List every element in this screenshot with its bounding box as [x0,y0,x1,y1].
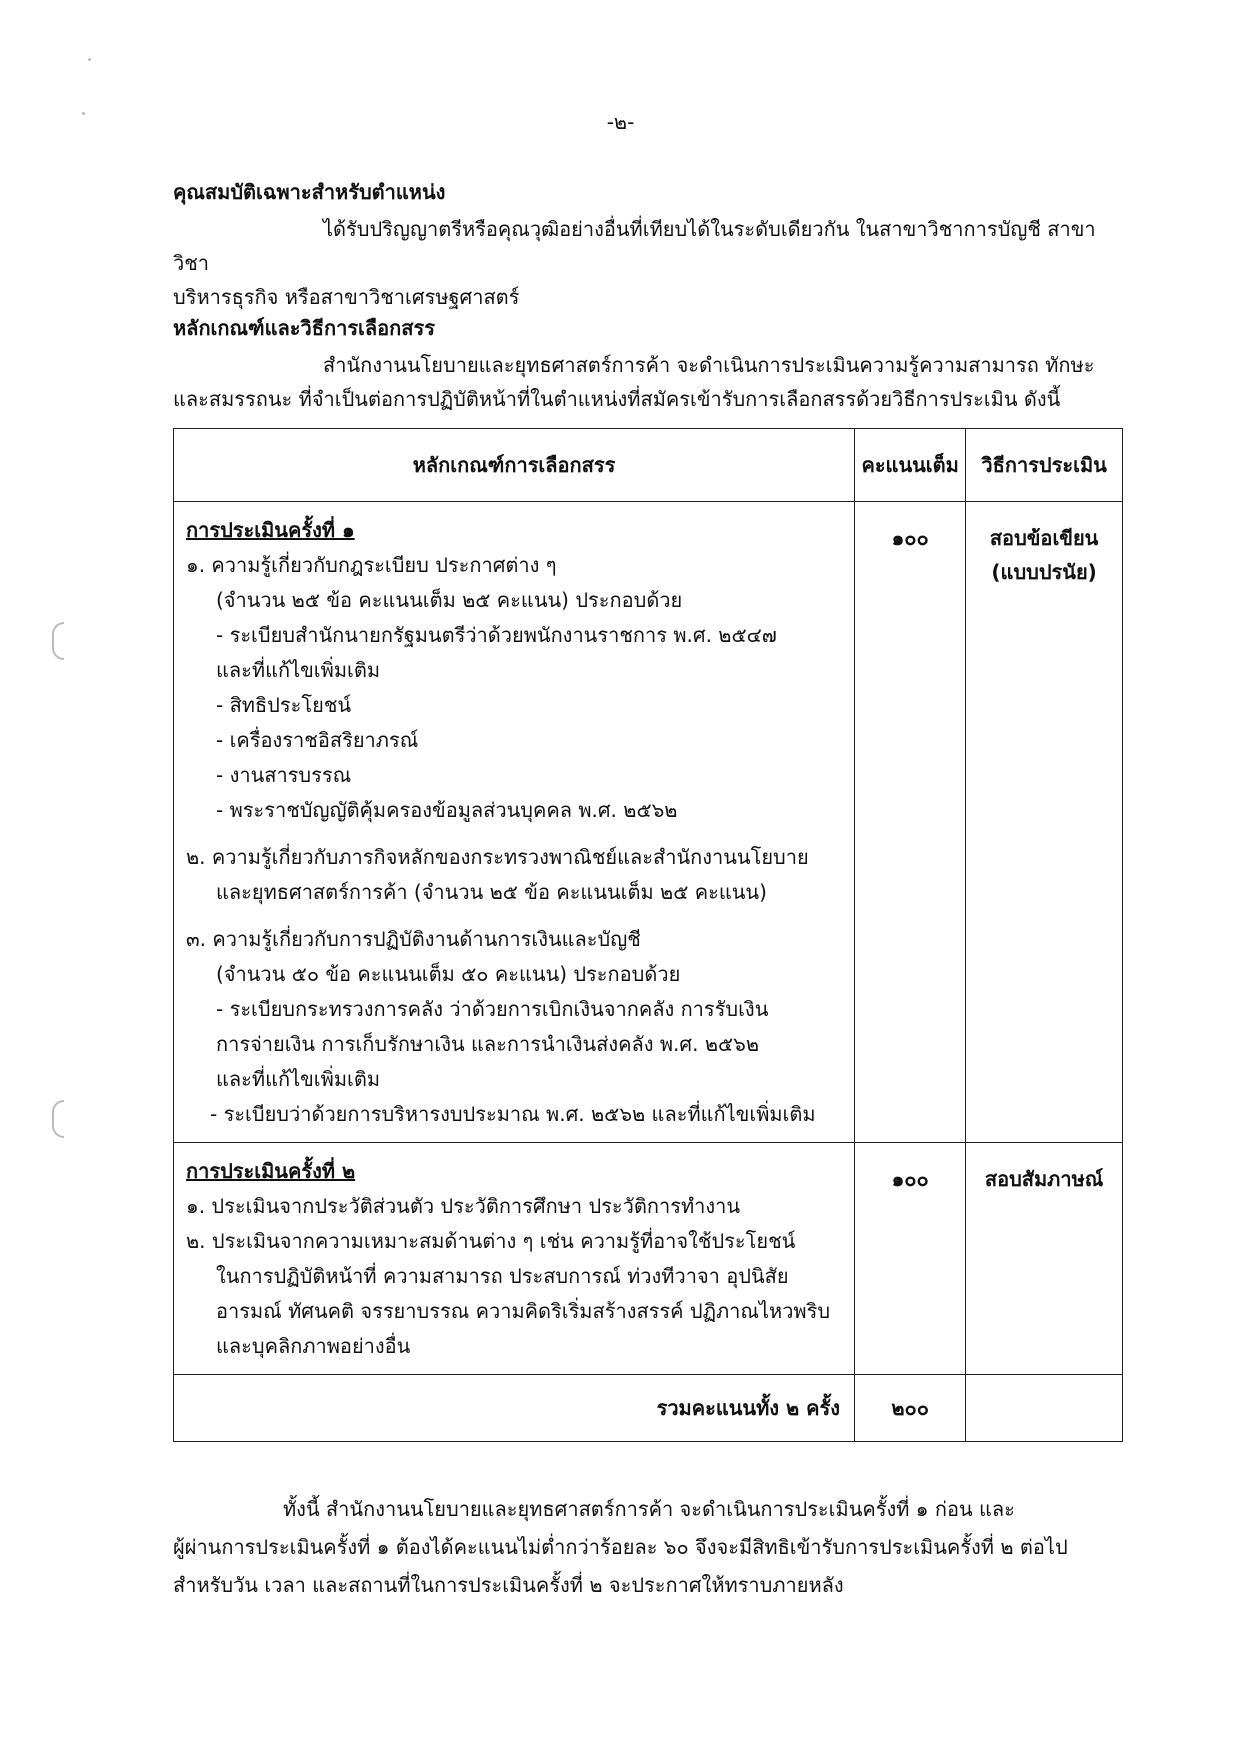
round1-item2-line1: ๒. ความรู้เกี่ยวกับภารกิจหลักของกระทรวงพาณิชย์และสำนักงานนโยบาย [186,845,809,869]
header-score: คะแนนเต็ม [855,429,966,502]
qualifications-heading: คุณสมบัติเฉพาะสำหรับตำแหน่ง [173,180,446,204]
round1-item1-bullet3: - เครื่องราชอิสริยาภรณ์ [216,728,419,752]
round1-item3-bullet1-line1: - ระเบียบกระทรวงการคลัง ว่าด้วยการเบิกเงินจากคลัง การรับเงิน [216,997,769,1021]
round1-item1-bullet1-line2: และที่แก้ไขเพิ่มเติม [216,658,381,682]
criteria-heading: หลักเกณฑ์และวิธีการเลือกสรร [173,316,435,340]
round2-score-cell [855,1143,966,1375]
round2-item2-line3: อารมณ์ ทัศนคติ จรรยาบรรณ ความคิดริเริ่มสร้างสรรค์ ปฏิภาณไหวพริบ [216,1299,831,1323]
round1-score: ๑๐๐ [891,526,929,550]
total-score: ๒๐๐ [855,1375,966,1442]
round2-score: ๑๐๐ [891,1167,929,1191]
criteria-text [173,348,1133,416]
footer-line2: ผู้ผ่านการประเมินครั้งที่ ๑ ต้องได้คะแนนไม่ต่ำกว่าร้อยละ ๖๐ จึงจะมีสิทธิเข้ารับการประเมินครั้งที่ ๒ ต่อไป [173,1535,1068,1559]
round1-item2-line2: และยุทธศาสตร์การค้า (จำนวน ๒๕ ข้อ คะแนนเต็ม ๒๕ คะแนน) [216,880,767,904]
round1-score-cell [855,502,966,1143]
round1-item3-line2: (จำนวน ๕๐ ข้อ คะแนนเต็ม ๕๐ คะแนน) ประกอบด้วย [216,962,681,986]
round1-item3-bullet2: - ระเบียบว่าด้วยการบริหารงบประมาณ พ.ศ. ๒๕๖๒ และที่แก้ไขเพิ่มเติม [210,1102,816,1126]
round2-method-cell [966,1143,1123,1375]
table-row-round1 [174,502,1123,1143]
footer-paragraph [173,1490,1123,1604]
round2-item2-line4: และบุคลิกภาพอย่างอื่น [216,1334,411,1358]
round1-item1-bullet2: - สิทธิประโยชน์ [216,693,352,717]
criteria-table [173,428,1123,1442]
round2-item1: ๑. ประเมินจากประวัติส่วนตัว ประวัติการศึกษา ประวัติการทำงาน [186,1194,741,1218]
footer-line3: สำหรับวัน เวลา และสถานที่ในการประเมินครั้งที่ ๒ จะประกาศให้ทราบภายหลัง [173,1573,844,1597]
round1-item1-bullet5: - พระราชบัญญัติคุ้มครองข้อมูลส่วนบุคคล พ.ศ. ๒๕๖๒ [216,798,678,822]
binder-hole-mark [52,622,64,660]
round1-method-line2: (แบบปรนัย) [991,560,1097,584]
round2-method: สอบสัมภาษณ์ [984,1167,1104,1191]
table-row-round2 [174,1143,1123,1375]
binder-hole-mark [52,1100,64,1138]
table-header-row [174,429,1123,502]
round1-method-line1: สอบข้อเขียน [989,526,1099,550]
table-row-total [174,1375,1123,1442]
round1-method [967,503,1121,589]
round1-item1-bullet1-line1: - ระเบียบสำนักนายกรัฐมนตรีว่าด้วยพนักงานราชการ พ.ศ. ๒๕๔๗ [216,623,777,647]
qualifications-line1: ได้รับปริญญาตรีหรือคุณวุฒิอย่างอื่นที่เทียบได้ในระดับเดียวกัน ในสาขาวิชาการบัญชี สาขาวิชา [173,217,1096,275]
criteria-line1: สำนักงานนโยบายและยุทธศาสตร์การค้า จะดำเนินการประเมินความรู้ความสามารถ ทักษะ [323,353,1095,377]
total-method-empty [966,1375,1123,1442]
round1-criteria-cell [174,502,855,1143]
round2-item2-line1: ๒. ประเมินจากความเหมาะสมด้านต่าง ๆ เช่น ความรู้ที่อาจใช้ประโยชน์ [186,1229,796,1253]
page-number: -๒- [606,110,635,134]
header-method: วิธีการประเมิน [966,429,1123,502]
total-label: รวมคะแนนทั้ง ๒ ครั้ง [174,1375,855,1442]
criteria-line2: และสมรรถนะ ที่จำเป็นต่อการปฏิบัติหน้าที่ในตำแหน่งที่สมัครเข้ารับการเลือกสรรด้วยวิธีการประเมิน ดังนี้ [173,387,1061,411]
round2-title: การประเมินครั้งที่ ๒ [186,1159,356,1183]
round2-criteria-cell [174,1143,855,1375]
round1-method-cell [966,502,1123,1143]
round1-item3-line1: ๓. ความรู้เกี่ยวกับการปฏิบัติงานด้านการเงินและบัญชี [186,927,641,951]
header-criteria: หลักเกณฑ์การเลือกสรร [174,429,855,502]
round2-item2-line2: ในการปฏิบัติหน้าที่ ความสามารถ ประสบการณ์ ท่วงทีวาจา อุปนิสัย [216,1264,789,1288]
round1-title: การประเมินครั้งที่ ๑ [186,518,355,542]
round1-item3-bullet1-line3: และที่แก้ไขเพิ่มเติม [216,1067,381,1091]
round1-item1-bullet4: - งานสารบรรณ [216,763,352,787]
scan-speck [88,58,91,61]
round1-item1-line2: (จำนวน ๒๕ ข้อ คะแนนเต็ม ๒๕ คะแนน) ประกอบด้วย [216,588,683,612]
round1-item3-bullet1-line2: การจ่ายเงิน การเก็บรักษาเงิน และการนำเงินส่งคลัง พ.ศ. ๒๕๖๒ [216,1032,760,1056]
qualifications-line2: บริหารธุรกิจ หรือสาขาวิชาเศรษฐศาสตร์ [173,285,520,309]
round1-item1-line1: ๑. ความรู้เกี่ยวกับกฎระเบียบ ประกาศต่าง ๆ [186,553,557,577]
footer-line1: ทั้งนี้ สำนักงานนโยบายและยุทธศาสตร์การค้า จะดำเนินการประเมินครั้งที่ ๑ ก่อน และ [283,1497,1015,1521]
qualifications-text [173,212,1123,314]
